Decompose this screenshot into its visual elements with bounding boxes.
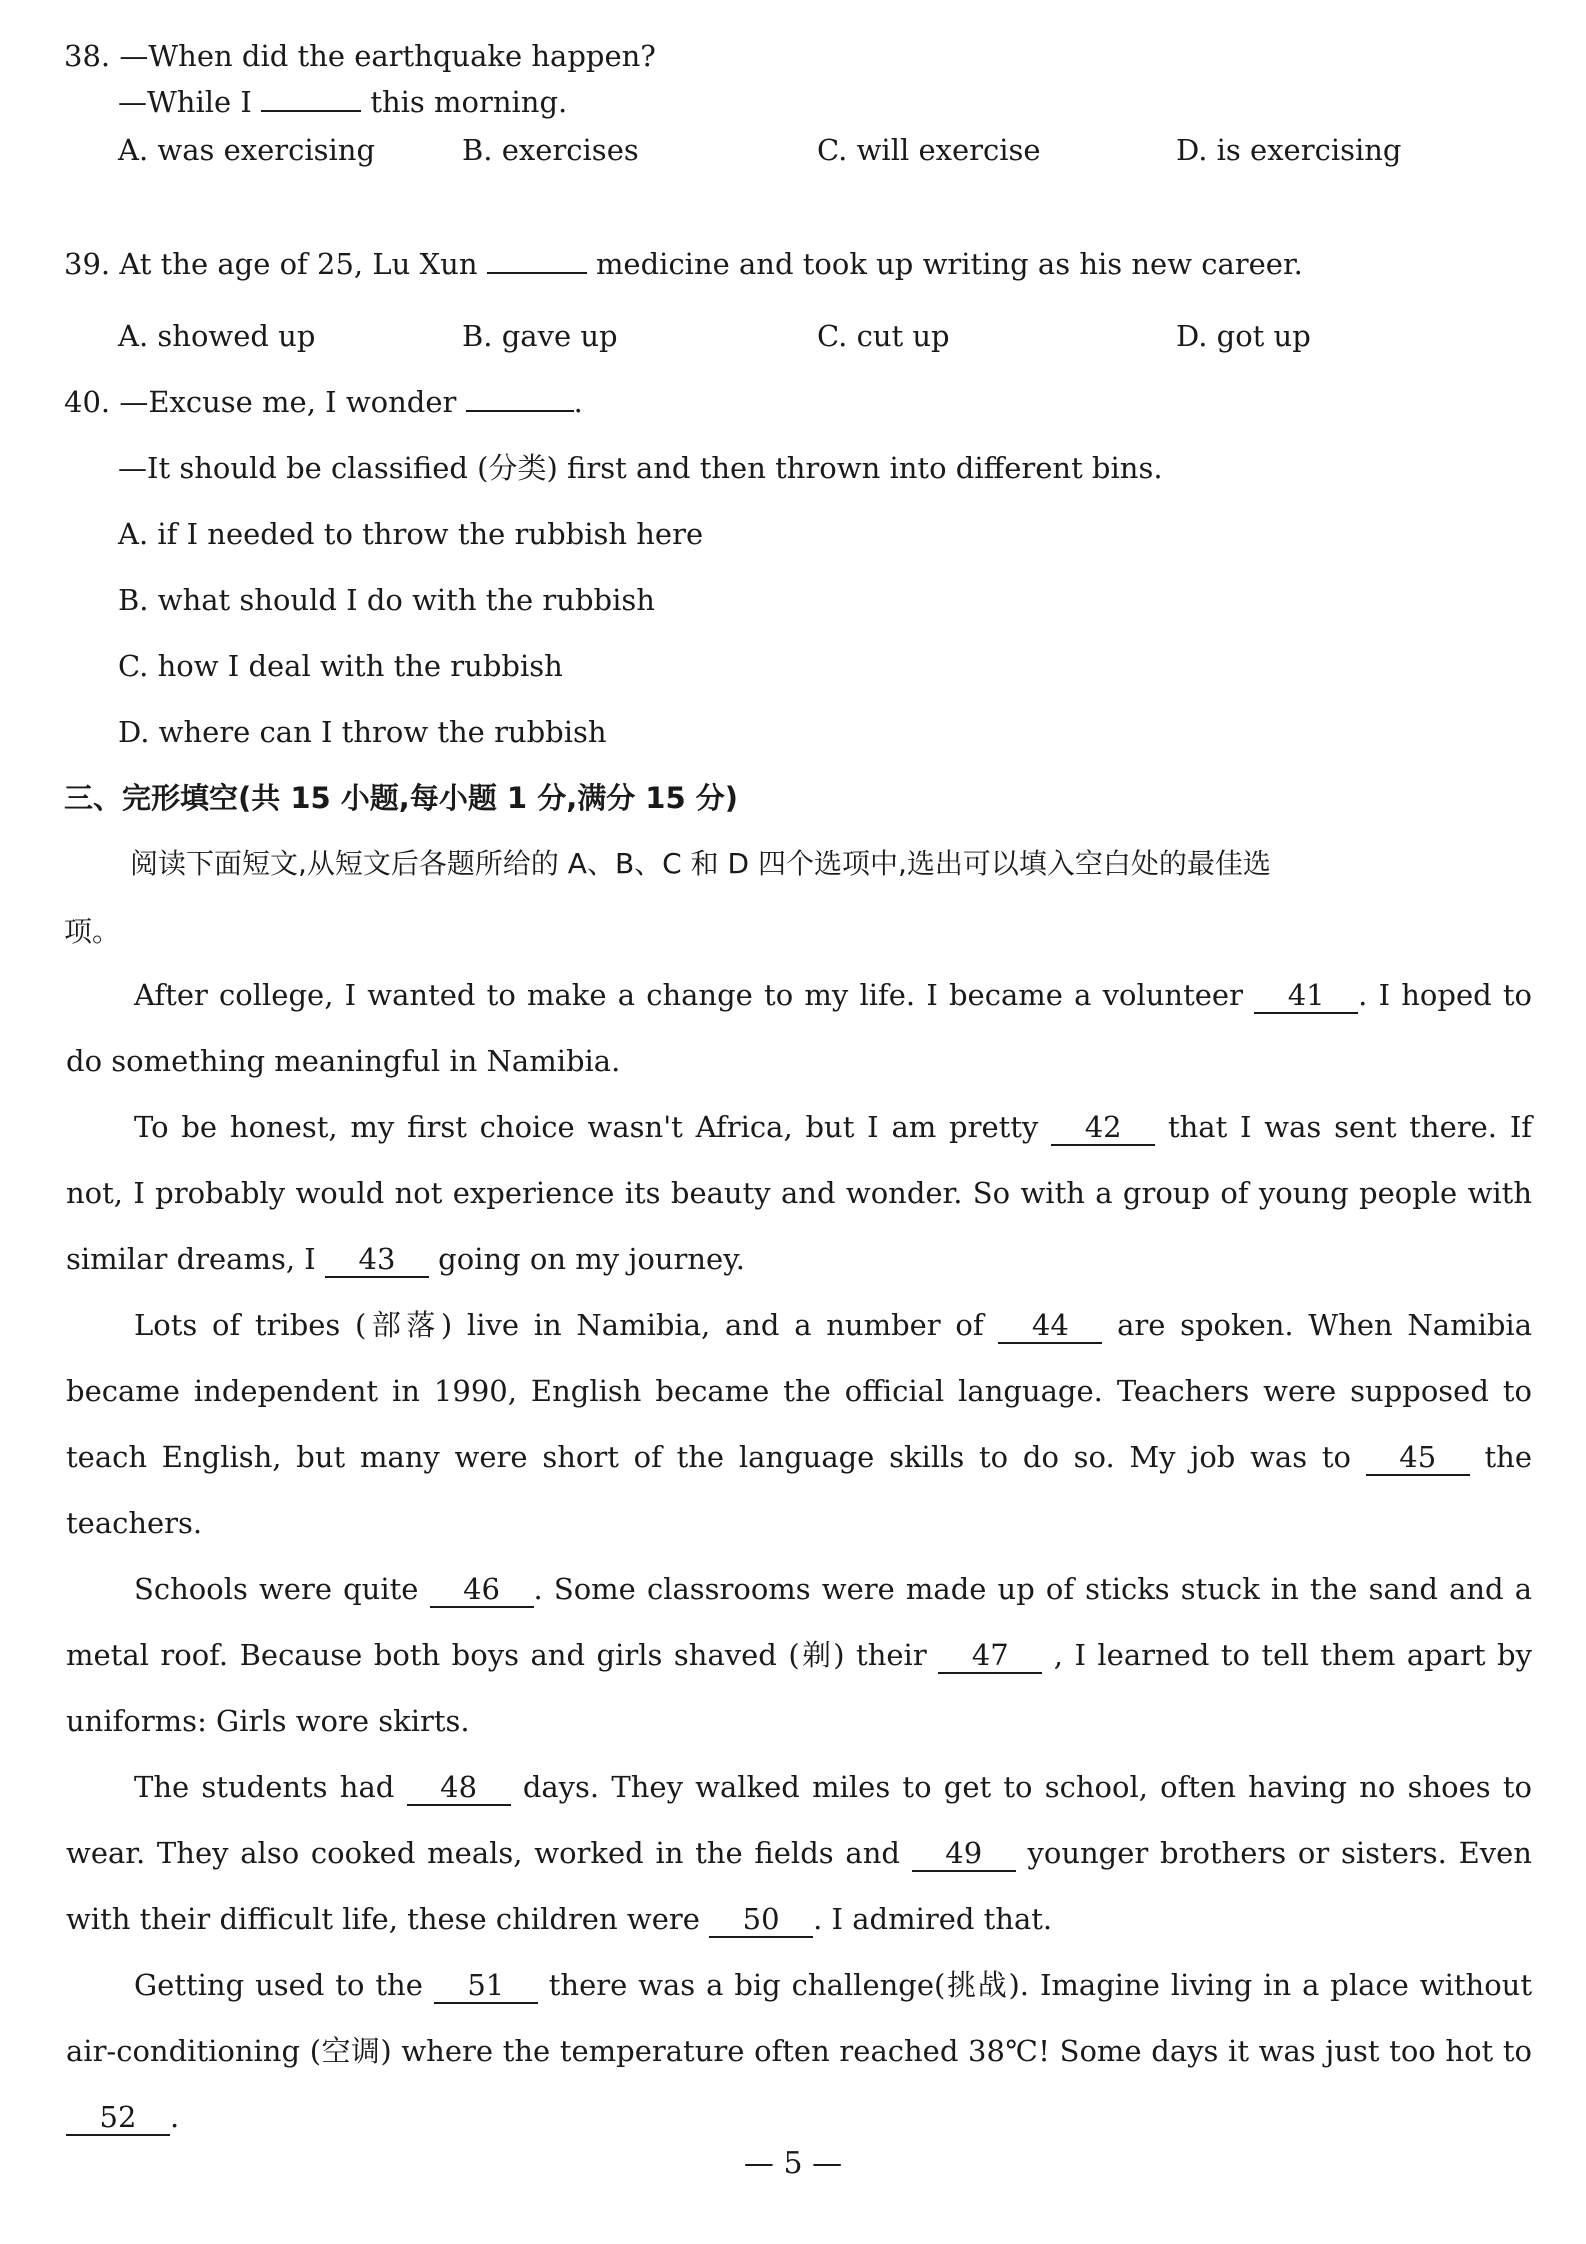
passage-paragraph-2: [66, 1094, 1532, 1292]
question-number: 39.: [64, 247, 111, 281]
passage-text: . I hoped to do something meaningful in Namibia.: [66, 978, 1532, 1078]
passage-text: Getting used to the: [134, 1968, 423, 2002]
passage-text: . Some classrooms were made up of sticks stuck in the sand and a metal roof. Because both boys and girls shaved (剃) their: [66, 1572, 1533, 1672]
answer-blank: [261, 110, 361, 112]
passage-text: that I was sent there. If not, I probably would not experience its beauty and wonder. So with a group of young people with similar dreams, I: [66, 1110, 1533, 1276]
section-title: 三、完形填空(共 15 小题,每小题 1 分,满分 15 分): [64, 781, 739, 815]
passage-text: the teachers.: [66, 1440, 1533, 1540]
question-38-line2: [118, 82, 567, 122]
passage-text: The students had: [134, 1770, 395, 1804]
passage-text: Schools were quite: [134, 1572, 419, 1606]
passage-paragraph-5: [66, 1754, 1532, 1952]
prompt-text: this morning.: [370, 85, 568, 119]
prompt-text: —Excuse me, I wonder: [119, 385, 457, 419]
passage-paragraph-1: [66, 962, 1532, 1094]
section-instruction-cont: 项。: [64, 915, 121, 948]
passage-text: .: [170, 2100, 180, 2134]
passage-paragraph-6: [66, 1952, 1532, 2150]
option-a: A. if I needed to throw the rubbish here: [118, 517, 704, 551]
blank-41: 41: [1254, 978, 1358, 1014]
passage-text: After college, I wanted to make a change to my life. I became a volunteer: [134, 978, 1243, 1012]
option-d: D. got up: [1176, 319, 1311, 353]
page-number: — 5 —: [743, 2146, 843, 2181]
blank-46: 46: [430, 1572, 534, 1608]
passage-text: going on my journey.: [438, 1242, 745, 1276]
blank-52: 52: [66, 2100, 170, 2136]
blank-43: 43: [325, 1242, 429, 1278]
blank-42: 42: [1051, 1110, 1155, 1146]
option-d: D. where can I throw the rubbish: [118, 715, 607, 749]
option-a: A. showed up: [118, 319, 316, 353]
question-prompt: —When did the earthquake happen?: [119, 39, 656, 73]
option-c: C. will exercise: [817, 133, 1041, 167]
passage-text: there was a big challenge(挑战). Imagine living in a place without air-conditioning (空调) where the temperature often reached 38℃! Some days it was just too hot to: [66, 1968, 1532, 2068]
option-c: C. cut up: [817, 319, 950, 353]
blank-48: 48: [407, 1770, 511, 1806]
prompt-text: —While I: [118, 85, 252, 119]
question-38: [64, 36, 656, 76]
passage-text: To be honest, my first choice wasn't Africa, but I am pretty: [134, 1110, 1039, 1144]
answer-blank: [466, 410, 574, 412]
passage-text: Lots of tribes (部落) live in Namibia, and a number of: [134, 1308, 984, 1342]
blank-44: 44: [998, 1308, 1102, 1344]
question-40: [64, 382, 583, 422]
passage-text: . I admired that.: [813, 1902, 1053, 1936]
question-number: 40.: [64, 385, 111, 419]
question-number: 38.: [64, 39, 111, 73]
section-instruction: 阅读下面短文,从短文后各题所给的 A、B、C 和 D 四个选项中,选出可以填入空白处的最佳选: [130, 847, 1271, 880]
blank-49: 49: [912, 1836, 1016, 1872]
passage-paragraph-4: [66, 1556, 1532, 1754]
option-b: B. gave up: [462, 319, 618, 353]
blank-47: 47: [938, 1638, 1042, 1674]
prompt-text: At the age of 25, Lu Xun: [119, 247, 478, 281]
passage-text: younger brothers or sisters. Even with their difficult life, these children were: [66, 1836, 1532, 1936]
option-b: B. exercises: [462, 133, 639, 167]
option-a: A. was exercising: [118, 133, 376, 167]
option-d: D. is exercising: [1176, 133, 1402, 167]
option-c: C. how I deal with the rubbish: [118, 649, 563, 683]
passage-paragraph-3: [66, 1292, 1532, 1556]
blank-45: 45: [1366, 1440, 1470, 1476]
answer-blank: [487, 272, 587, 274]
passage-text: are spoken. When Namibia became independent in 1990, English became the official language. Teachers were supposed to teach English, but many were short of the language skills to do so. My job was to: [66, 1308, 1532, 1474]
passage-text: , I learned to tell them apart by uniforms: Girls wore skirts.: [66, 1638, 1533, 1738]
question-40-reply: —It should be classified (分类) first and then thrown into different bins.: [118, 451, 1163, 485]
passage-text: days. They walked miles to get to school, often having no shoes to wear. They also cooked meals, worked in the fields and: [66, 1770, 1532, 1870]
blank-51: 51: [434, 1968, 538, 2004]
prompt-text: medicine and took up writing as his new career.: [595, 247, 1303, 281]
prompt-text: .: [573, 385, 583, 419]
blank-50: 50: [709, 1902, 813, 1938]
question-39: [64, 244, 1303, 284]
option-b: B. what should I do with the rubbish: [118, 583, 655, 617]
